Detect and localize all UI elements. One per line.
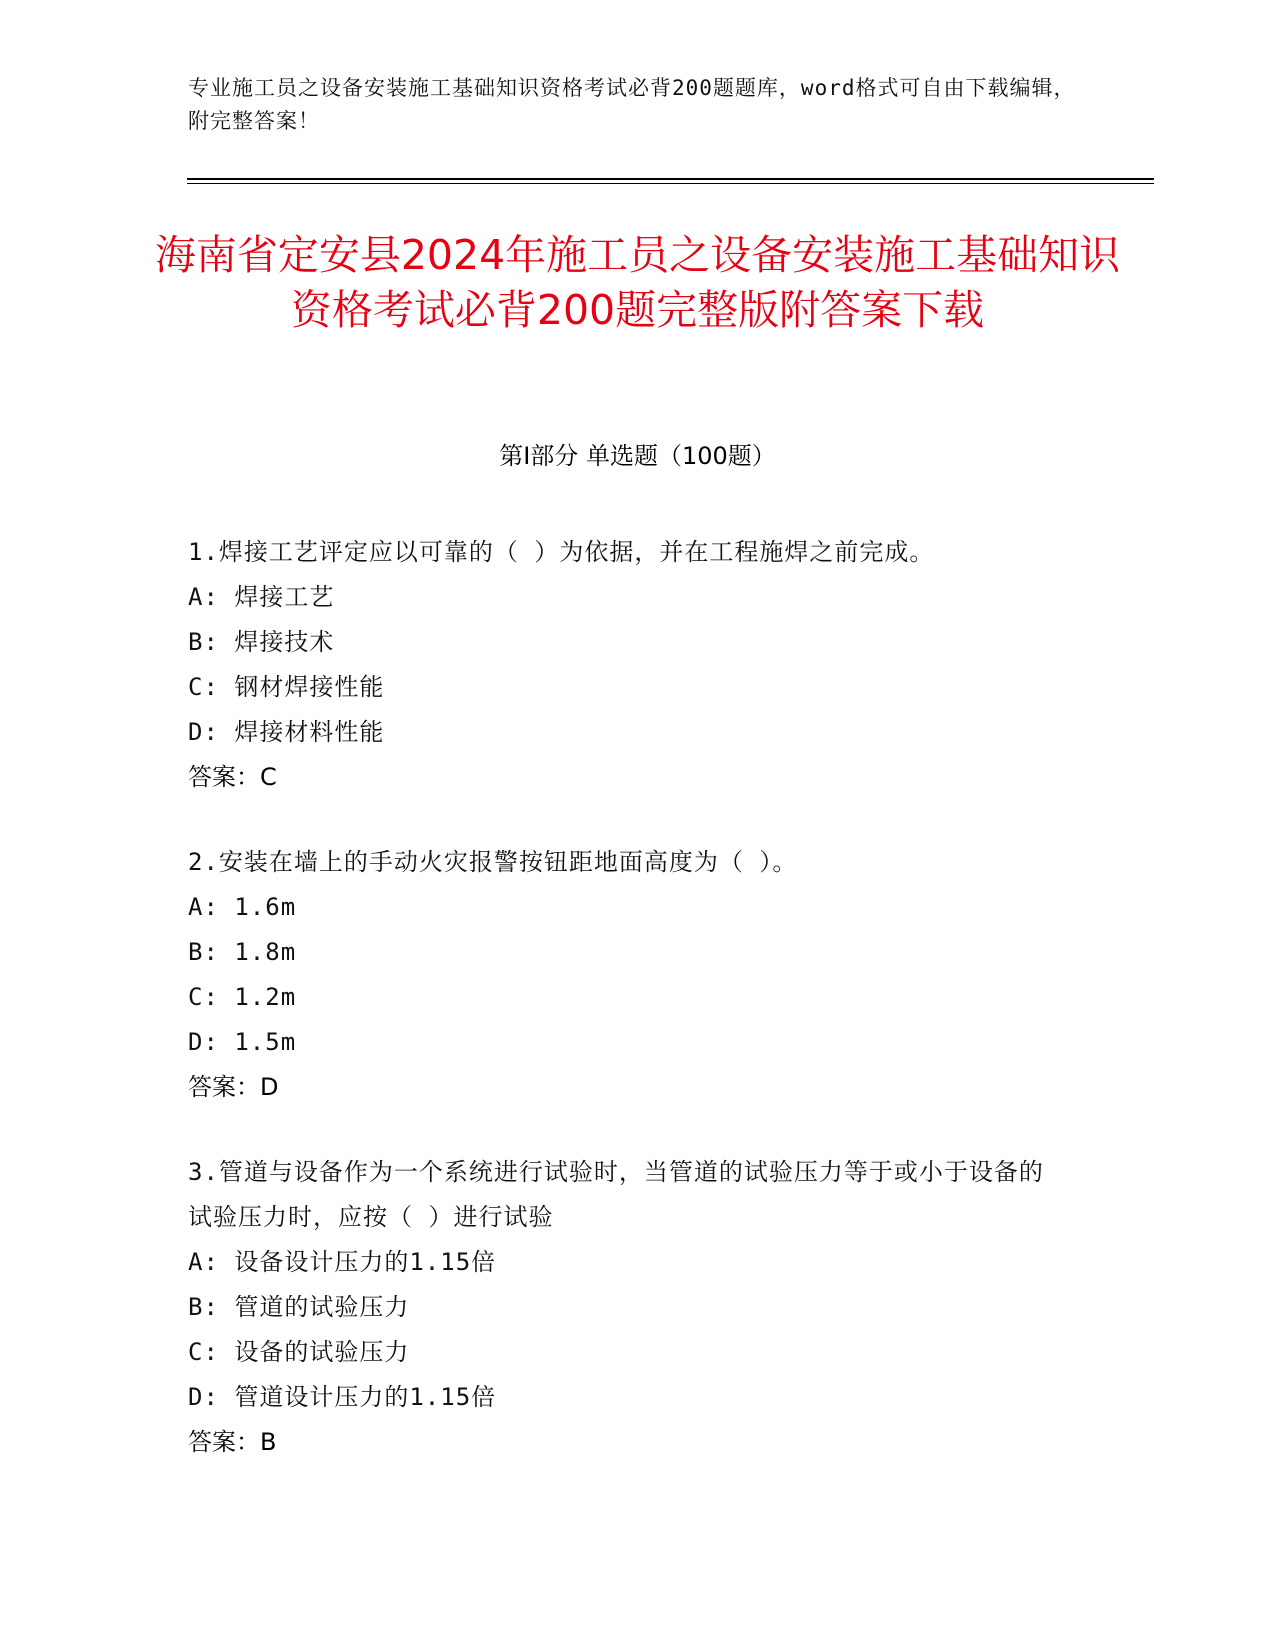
answer-line: 答案：C [188, 763, 277, 791]
option-c: C: 钢材焊接性能 [188, 673, 385, 701]
question-list [188, 530, 1068, 1505]
question-item [188, 840, 1068, 1110]
option-d: D: 焊接材料性能 [188, 718, 385, 746]
section-heading: 第I部分 单选题（100题） [499, 442, 776, 470]
option-b: B: 焊接技术 [188, 628, 335, 656]
header-note: 专业施工员之设备安装施工基础知识资格考试必背200题题库，word格式可自由下载编辑，附完整答案！ [188, 76, 1076, 133]
option-a: A: 焊接工艺 [188, 583, 335, 611]
answer-line: 答案：B [188, 1428, 277, 1456]
option-b: B: 1.8m [188, 938, 297, 966]
document-title: 海南省定安县2024年施工员之设备安装施工基础知识资格考试必背200题完整版附答案下载 [154, 231, 1121, 334]
question-stem: 1.焊接工艺评定应以可靠的（ ）为依据，并在工程施焊之前完成。 [188, 538, 935, 566]
header-divider-thick [187, 178, 1154, 180]
option-b: B: 管道的试验压力 [188, 1293, 410, 1321]
option-c: C: 设备的试验压力 [188, 1338, 410, 1366]
option-a: A: 设备设计压力的1.15倍 [188, 1248, 497, 1276]
question-item [188, 530, 1068, 800]
question-stem: 3.管道与设备作为一个系统进行试验时，当管道的试验压力等于或小于设备的试验压力时，应按（ ）进行试验 [188, 1158, 1044, 1231]
header-divider-thin [187, 183, 1154, 184]
option-a: A: 1.6m [188, 893, 297, 921]
question-item [188, 1150, 1068, 1465]
option-d: D: 管道设计压力的1.15倍 [188, 1383, 497, 1411]
answer-line: 答案：D [188, 1073, 279, 1101]
option-c: C: 1.2m [188, 983, 297, 1011]
question-stem: 2.安装在墙上的手动火灾报警按钮距地面高度为（ ）。 [188, 848, 798, 876]
option-d: D: 1.5m [188, 1028, 297, 1056]
